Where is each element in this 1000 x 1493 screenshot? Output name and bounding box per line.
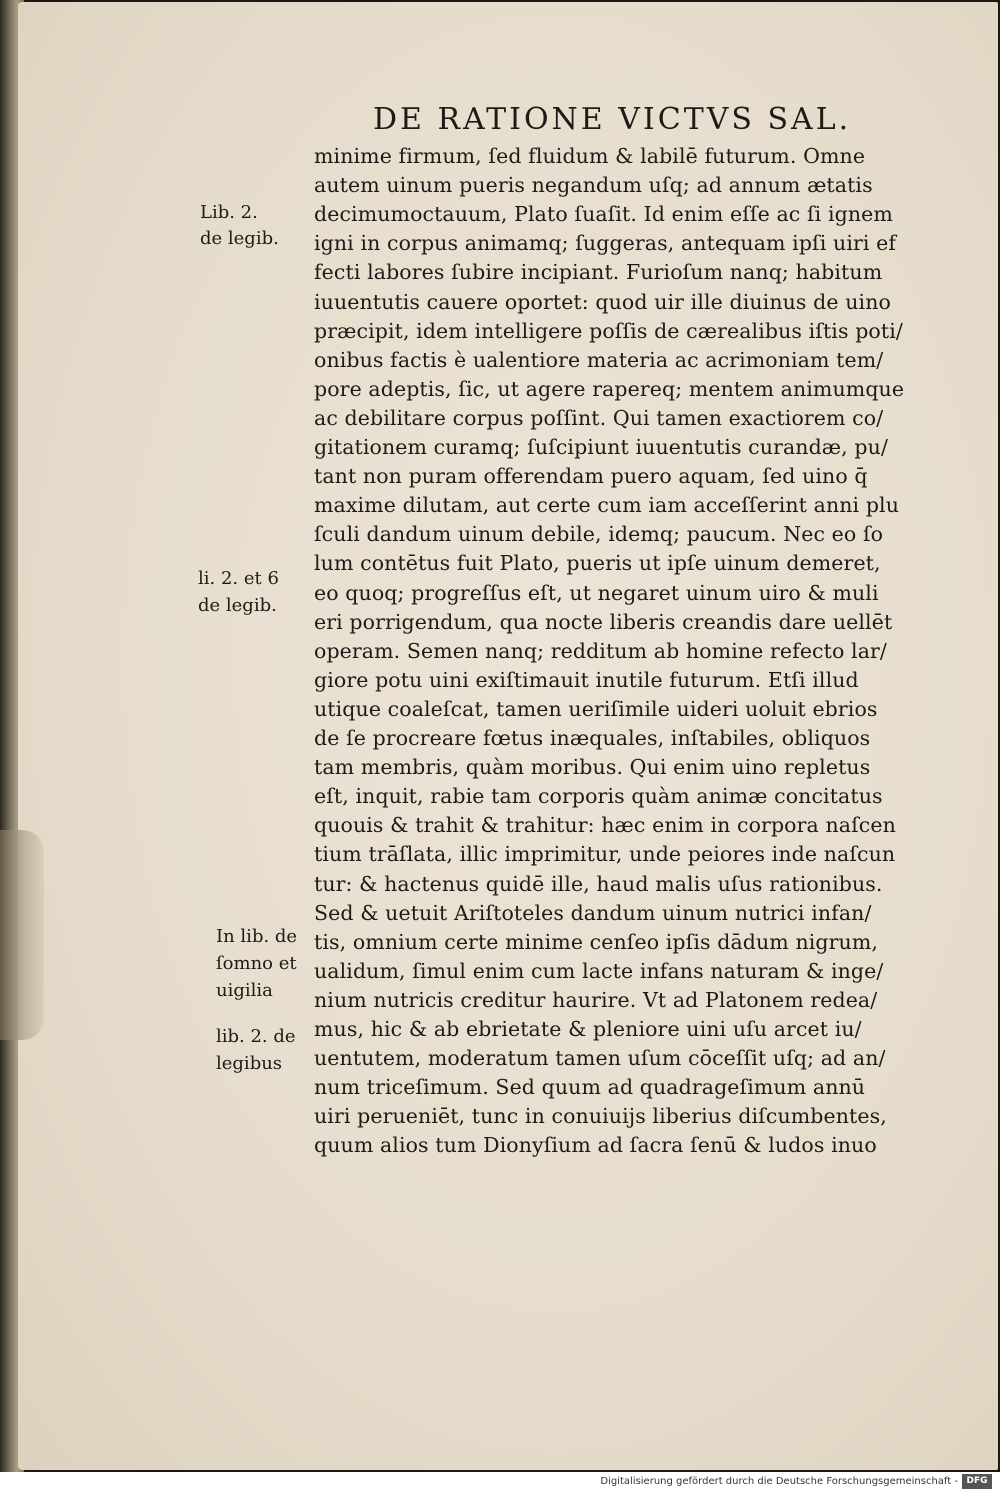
margin-note-line: ſomno et [216,953,297,974]
text-line: fecti labores ſubire incipiant. Furioſum nanq; habitum [314,260,883,285]
margin-note-line: uigilia [216,980,273,1001]
book-clip [0,830,44,1040]
margin-note-line: de legib. [198,595,277,616]
text-line: uentutem, moderatum tamen uſum cōceſſit uſq; ad an/ [314,1046,886,1071]
text-line: eſt, inquit, rabie tam corporis quàm animæ concitatus [314,784,883,809]
text-line: ſculi dandum uinum debile, idemq; paucum. Nec eo ſo [314,522,884,547]
text-line: giore potu uini exiſtimauit inutile futurum. Etſi illud [314,667,859,692]
text-line: ac debilitare corpus poſſint. Qui tamen exactiorem co/ [314,405,884,430]
footer-credit: Digitalisierung gefördert durch die Deutsche Forschungsgemeinschaft - [600,1476,958,1487]
dfg-logo: DFG [962,1474,992,1489]
text-line: utique coaleſcat, tamen ueriſimile uideri uoluit ebrios [314,696,878,721]
text-line: tur: & hactenus quidē ille, haud malis uſus rationibus. [314,871,883,896]
text-line: ualidum, ſimul enim cum lacte infans naturam & inge/ [314,958,884,983]
text-line: onibus factis è ualentiore materia ac acrimoniam tem/ [314,347,884,372]
text-line: tium trāſlata, illic imprimitur, unde peiores inde naſcun [314,842,896,867]
text-line: quum alios tum Dionyſium ad ſacra ſenū & ludos inuo [314,1133,877,1158]
text-line: nium nutricis creditur haurire. Vt ad Platonem redea/ [314,987,878,1012]
text-line: lum contētus fuit Plato, pueris ut ipſe uinum demeret, [314,551,881,576]
text-line: mus, hic & ab ebrietate & pleniore uini uſu arcet iu/ [314,1017,862,1041]
text-line: pore adeptis, ſic, ut agere rapereq; mentem animumque [314,376,905,401]
text-line: maxime dilutam, aut certe cum iam acceſſerint anni plu [314,493,900,518]
text-line: operam. Semen nanq; redditum ab homine refecto lar/ [314,638,887,663]
text-line: tam membris, quàm moribus. Qui enim uino repletus [314,755,871,780]
margin-note-line: legibus [216,1053,283,1074]
text-line: decimumoctauum, Plato ſuaſit. Id enim eſſe ac ſi ignem [314,202,893,227]
margin-note-line: lib. 2. de [216,1026,296,1047]
text-line: Sed & uetuit Ariſtoteles dandum uinum nutrici infan/ [314,900,872,925]
text-line: tant non puram offerendam puero aquam, ſed uino q̄ [314,464,868,489]
margin-note-line: In lib. de [216,926,298,947]
text-line: iuuentutis cauere oportet: quod uir ille diuinus de uino [314,289,891,314]
margin-note-line: li. 2. et 6 [198,568,279,589]
text-line: uiri perueniēt, tunc in conuiuijs liberius diſcumbentes, [314,1104,887,1129]
text-line: eri porrigendum, qua nocte liberis creandis dare uellēt [314,609,893,634]
margin-note-line: de legib. [200,228,279,249]
text-line: igni in corpus animamq; ſuggeras, antequam ipſi uiri ef [314,231,897,256]
running-title: DE RATIONE VICTVS SAL. [373,102,852,137]
margin-note-line: Lib. 2. [200,202,258,223]
text-line: num triceſimum. Sed quum ad quadrageſimum annū [314,1075,866,1100]
text-line: de ſe procreare fœtus inæquales, inſtabiles, obliquos [314,726,871,750]
text-line: minime firmum, ſed fluidum & labilē futurum. Omne [314,144,866,168]
text-line: gitationem curamq; ſuſcipiunt iuuentutis curandæ, pu/ [314,435,888,459]
text-line: eo quoq; progreſſus eſt, ut negaret uinum uiro & muli [314,580,879,605]
text-line: autem uinum pueris negandum uſq; ad annum ætatis [314,173,873,198]
text-line: præcipit, idem intelligere poſſis de cærealibus iſtis poti/ [314,318,903,343]
book-page [18,2,998,1470]
text-line: tis, omnium certe minime cenſeo ipſis dādum nigrum, [314,929,879,954]
text-line: quouis & trahit & trahitur: hæc enim in corpora naſcen [314,813,896,838]
